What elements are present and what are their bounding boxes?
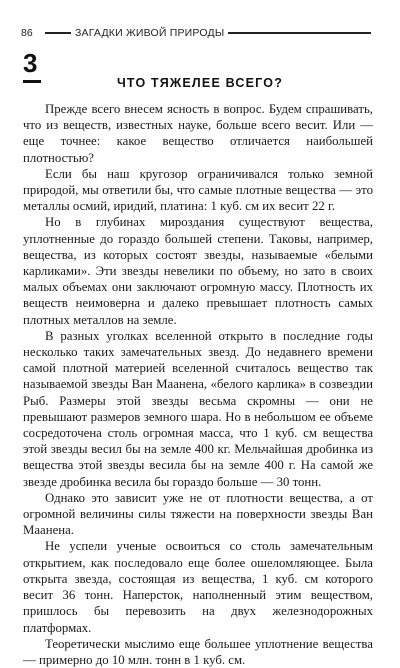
paragraph: В разных уголках вселенной открыто в последние годы несколько таких замечательных звезд. До недавнего времени самой плотной материей вселенной считалось вещество так называемой звезды Ван Маанена, «белого карлика» в созвездии Рыб. Размеры этой звезды весьма скромны — они не превышают размеров земного шара. Но в небольшом ее объеме сосредоточена столь огромная масса, что 1 куб. см вещества этой звезды весил бы на земле 400 кг. Мельчайшая дробинка из вещества этой звезды весила бы на земле 400 г. На самой же звезде дробинка весила бы гораздо больше — 30 тонн.	[23, 328, 373, 489]
paragraph: Но в глубинах мироздания существуют вещества, уплотненные до гораздо большей степени. Таковы, например, вещества, из которых состоят звезды, называемые «белыми карликами». Эти звезды невелики по объему, но зато в своих малых объемах они заключают огромную массу. Плотность их веществ неимоверна и далеко превышает плотность самых плотных металлов на земле.	[23, 215, 373, 327]
page-number: 86	[21, 27, 33, 39]
paragraph: Однако это зависит уже не от плотности вещества, а от огромной величины силы тяжести на поверхности звезды Ван Маанена.	[23, 490, 373, 538]
chapter-number: 3	[23, 48, 38, 78]
body-text	[23, 101, 373, 668]
paragraph: Если бы наш кругозор ограничивался только земной природой, мы ответили бы, что самые плотные вещества — это металлы осмий, иридий, платина: 1 куб. см их весит 22 г.	[23, 166, 373, 214]
header-rule-short	[45, 32, 71, 33]
paragraph: Теоретически мыслимо еще большее уплотнение вещества — примерно до 10 млн. тонн в 1 куб. см.	[23, 636, 373, 667]
running-header	[21, 26, 371, 40]
header-rule-long	[228, 32, 371, 33]
paragraph: Прежде всего внесем ясность в вопрос. Будем спрашивать, что из веществ, известных науке, больше всего весит. Или — еще точнее: какое вещество отличается наибольшей плотностью?	[23, 102, 373, 165]
running-title: ЗАГАДКИ ЖИВОЙ ПРИРОДЫ	[75, 27, 225, 39]
section-title: ЧТО ТЯЖЕЛЕЕ ВСЕГО?	[116, 76, 284, 90]
paragraph: Не успели ученые освоиться со столь замечательным открытием, как последовало еще более ошеломляющее. Была открыта звезда, состоящая из вещества, 1 куб. см которого весит 36 тонн. Наперсток, наполненный этим веществом, пришлось бы перевозить на двух железнодорожных платформах.	[23, 539, 373, 635]
